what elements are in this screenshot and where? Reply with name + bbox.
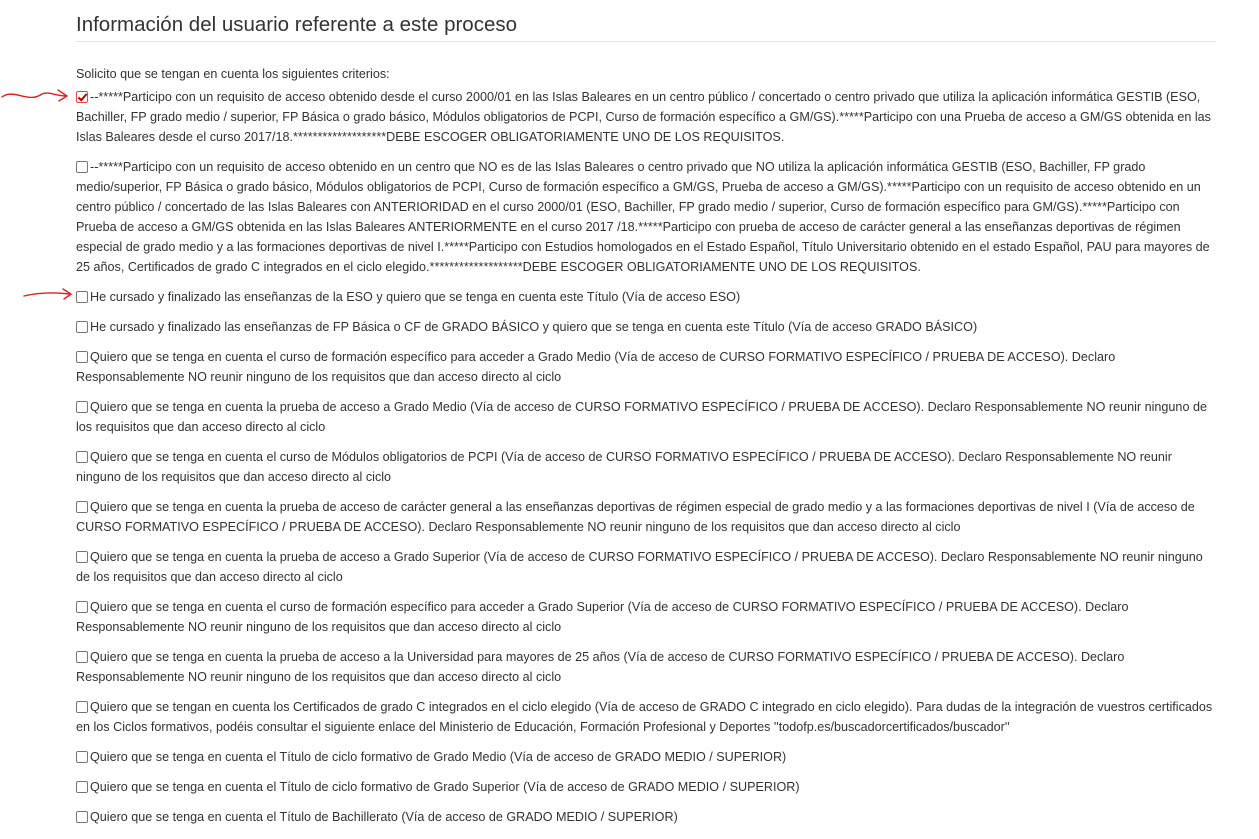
option-label: Quiero que se tenga en cuenta la prueba de acceso a Grado Superior (Vía de acceso de CURSO FORMATIVO ESPECÍFICO / PRUEBA DE ACCESO). Declaro Responsablemente NO reunir ninguno de los requisitos que dan acceso directo al ciclo [76,550,1203,584]
option-prueba-gs[interactable] [76,547,1216,587]
checkbox-option-2[interactable] [76,291,88,303]
title-divider [76,41,1216,42]
option-label: Quiero que se tenga en cuenta el Título de ciclo formativo de Grado Medio (Vía de acceso de GRADO MEDIO / SUPERIOR) [90,750,787,764]
option-label: Quiero que se tengan en cuenta los Certificados de grado C integrados en el ciclo elegido (Vía de acceso de GRADO C integrado en ciclo elegido). Para dudas de la integración de vuestros certificados en los Ciclos formativos, podéis consultar el siguiente enlace del Ministerio de Educación, Formación Profesional y Deportes ''todofp.es/buscadorcertificados/buscador'' [76,700,1213,734]
option-label: Quiero que se tenga en cuenta la prueba de acceso a Grado Medio (Vía de acceso de CURSO FORMATIVO ESPECÍFICO / PRUEBA DE ACCESO). Declaro Responsablemente NO reunir ninguno de los requisitos que dan acceso directo al ciclo [76,400,1207,434]
checkbox-option-7[interactable] [76,501,88,513]
option-bachillerato[interactable] [76,807,1216,827]
option-label: Quiero que se tenga en cuenta el Título de Bachillerato (Vía de acceso de GRADO MEDIO / SUPERIOR) [90,810,678,824]
option-label: Quiero que se tenga en cuenta el curso de formación específico para acceder a Grado Superior (Vía de acceso de CURSO FORMATIVO ESPECÍFICO / PRUEBA DE ACCESO). Declaro Responsablemente NO reunir ninguno de los requisitos que dan acceso directo al ciclo [76,600,1129,634]
option-titulo-gm[interactable] [76,747,1216,767]
checkbox-option-11[interactable] [76,701,88,713]
option-label: Quiero que se tenga en cuenta la prueba de acceso a la Universidad para mayores de 25 años (Vía de acceso de CURSO FORMATIVO ESPECÍFICO / PRUEBA DE ACCESO). Declaro Responsablemente NO reunir ninguno de los requisitos que dan acceso directo al ciclo [76,650,1125,684]
option-gestib-requirement[interactable] [76,87,1216,147]
annotation-arrow-icon [0,82,70,106]
option-certificados-grado-c[interactable] [76,697,1216,737]
option-label: Quiero que se tenga en cuenta la prueba de acceso de carácter general a las enseñanzas deportivas de régimen especial de grado medio y a las formaciones deportivas de nivel I (Vía de acceso de CURSO FORMATIVO ESPECÍFICO / PRUEBA DE ACCESO). Declaro Responsablemente NO reunir ninguno de los requisitos que dan acceso directo al ciclo [76,500,1195,534]
checkbox-option-13[interactable] [76,781,88,793]
option-prueba-universidad[interactable] [76,647,1216,687]
option-curso-gs[interactable] [76,597,1216,637]
section-title: Información del usuario referente a este proceso [76,13,518,36]
option-label: --*****Participo con un requisito de acceso obtenido en un centro que NO es de las Islas Baleares o centro privado que NO utiliza la aplicación informática GESTIB (ESO, Bachiller, FP grado medio/superior, FP Básica o grado básico, Módulos obligatorios de PCPI, Curso de formación específico a GM/GS, Prueba de acceso a GM/GS).*****Participo con un requisito de acceso obtenido en un centro público / concertado de las Islas Baleares con ANTERIORIDAD en el curso 2000/01 (ESO, Bachiller, FP grado medio / superior, Curso de formación específico para GM/GS).*****Participo con Prueba de acceso a GM/GS obtenida en las Islas Baleares ANTERIORMENTE en el curso 2017 /18.*****Participo con prueba de acceso de carácter general a las enseñanzas deportivas de régimen especial de grado medio y a las formaciones deportivas de nivel I.*****Participo con Estudios homologados en el Estado Español, Título Universitario obtenido en el estado Español, PAU para mayores de 25 años, Certificados de grado C integrados en el ciclo elegido.*******************DEBE ESCOGER OBLIGATORIAMENTE UNO DE LOS REQUISITOS. [76,160,1210,274]
option-grado-basico[interactable] [76,317,1216,337]
option-label: He cursado y finalizado las enseñanzas de la ESO y quiero que se tenga en cuenta este Título (Vía de acceso ESO) [90,290,741,304]
option-label: Quiero que se tenga en cuenta el curso de formación específico para acceder a Grado Medio (Vía de acceso de CURSO FORMATIVO ESPECÍFICO / PRUEBA DE ACCESO). Declaro Responsablemente NO reunir ninguno de los requisitos que dan acceso directo al ciclo [76,350,1116,384]
option-prueba-deportivas[interactable] [76,497,1216,537]
annotation-arrow-icon [22,286,74,302]
option-label: --*****Participo con un requisito de acceso obtenido desde el curso 2000/01 en las Islas Baleares en un centro público / concertado o centro privado que utiliza la aplicación informática GESTIB (ESO, Bachiller, FP grado medio / superior, FP Básica o grado básico, Módulos obligatorios de PCPI, Curso de formación específico a GM/GS).*****Participo con una Prueba de acceso a GM/GS obtenida en las Islas Baleares desde el curso 2017/18.*******************DEBE ESCOGER OBLIGATORIAMENTE UNO DE LOS REQUISITOS. [76,90,1211,144]
checkbox-option-9[interactable] [76,601,88,613]
checkbox-option-3[interactable] [76,321,88,333]
option-curso-gm[interactable] [76,347,1216,387]
option-eso[interactable] [76,287,1216,307]
option-label: Quiero que se tenga en cuenta el curso de Módulos obligatorios de PCPI (Vía de acceso de CURSO FORMATIVO ESPECÍFICO / PRUEBA DE ACCESO). Declaro Responsablemente NO reunir ninguno de los requisitos que dan acceso directo al ciclo [76,450,1172,484]
checkbox-option-8[interactable] [76,551,88,563]
option-label: Quiero que se tenga en cuenta el Título de ciclo formativo de Grado Superior (Vía de acceso de GRADO MEDIO / SUPERIOR) [90,780,800,794]
option-label: He cursado y finalizado las enseñanzas de FP Básica o CF de GRADO BÁSICO y quiero que se tenga en cuenta este Título (Vía de acceso GRADO BÁSICO) [90,320,978,334]
checkbox-option-6[interactable] [76,451,88,463]
option-pcpi[interactable] [76,447,1216,487]
checkbox-option-14[interactable] [76,811,88,823]
option-titulo-gs[interactable] [76,777,1216,797]
option-non-gestib-requirement[interactable] [76,157,1216,277]
checkbox-option-5[interactable] [76,401,88,413]
checkbox-option-4[interactable] [76,351,88,363]
checkbox-option-10[interactable] [76,651,88,663]
option-prueba-gm[interactable] [76,397,1216,437]
checkbox-option-0[interactable] [76,91,88,103]
criteria-intro: Solicito que se tengan en cuenta los siguientes criterios: [76,67,390,81]
checkbox-option-12[interactable] [76,751,88,763]
checkbox-option-1[interactable] [76,161,88,173]
